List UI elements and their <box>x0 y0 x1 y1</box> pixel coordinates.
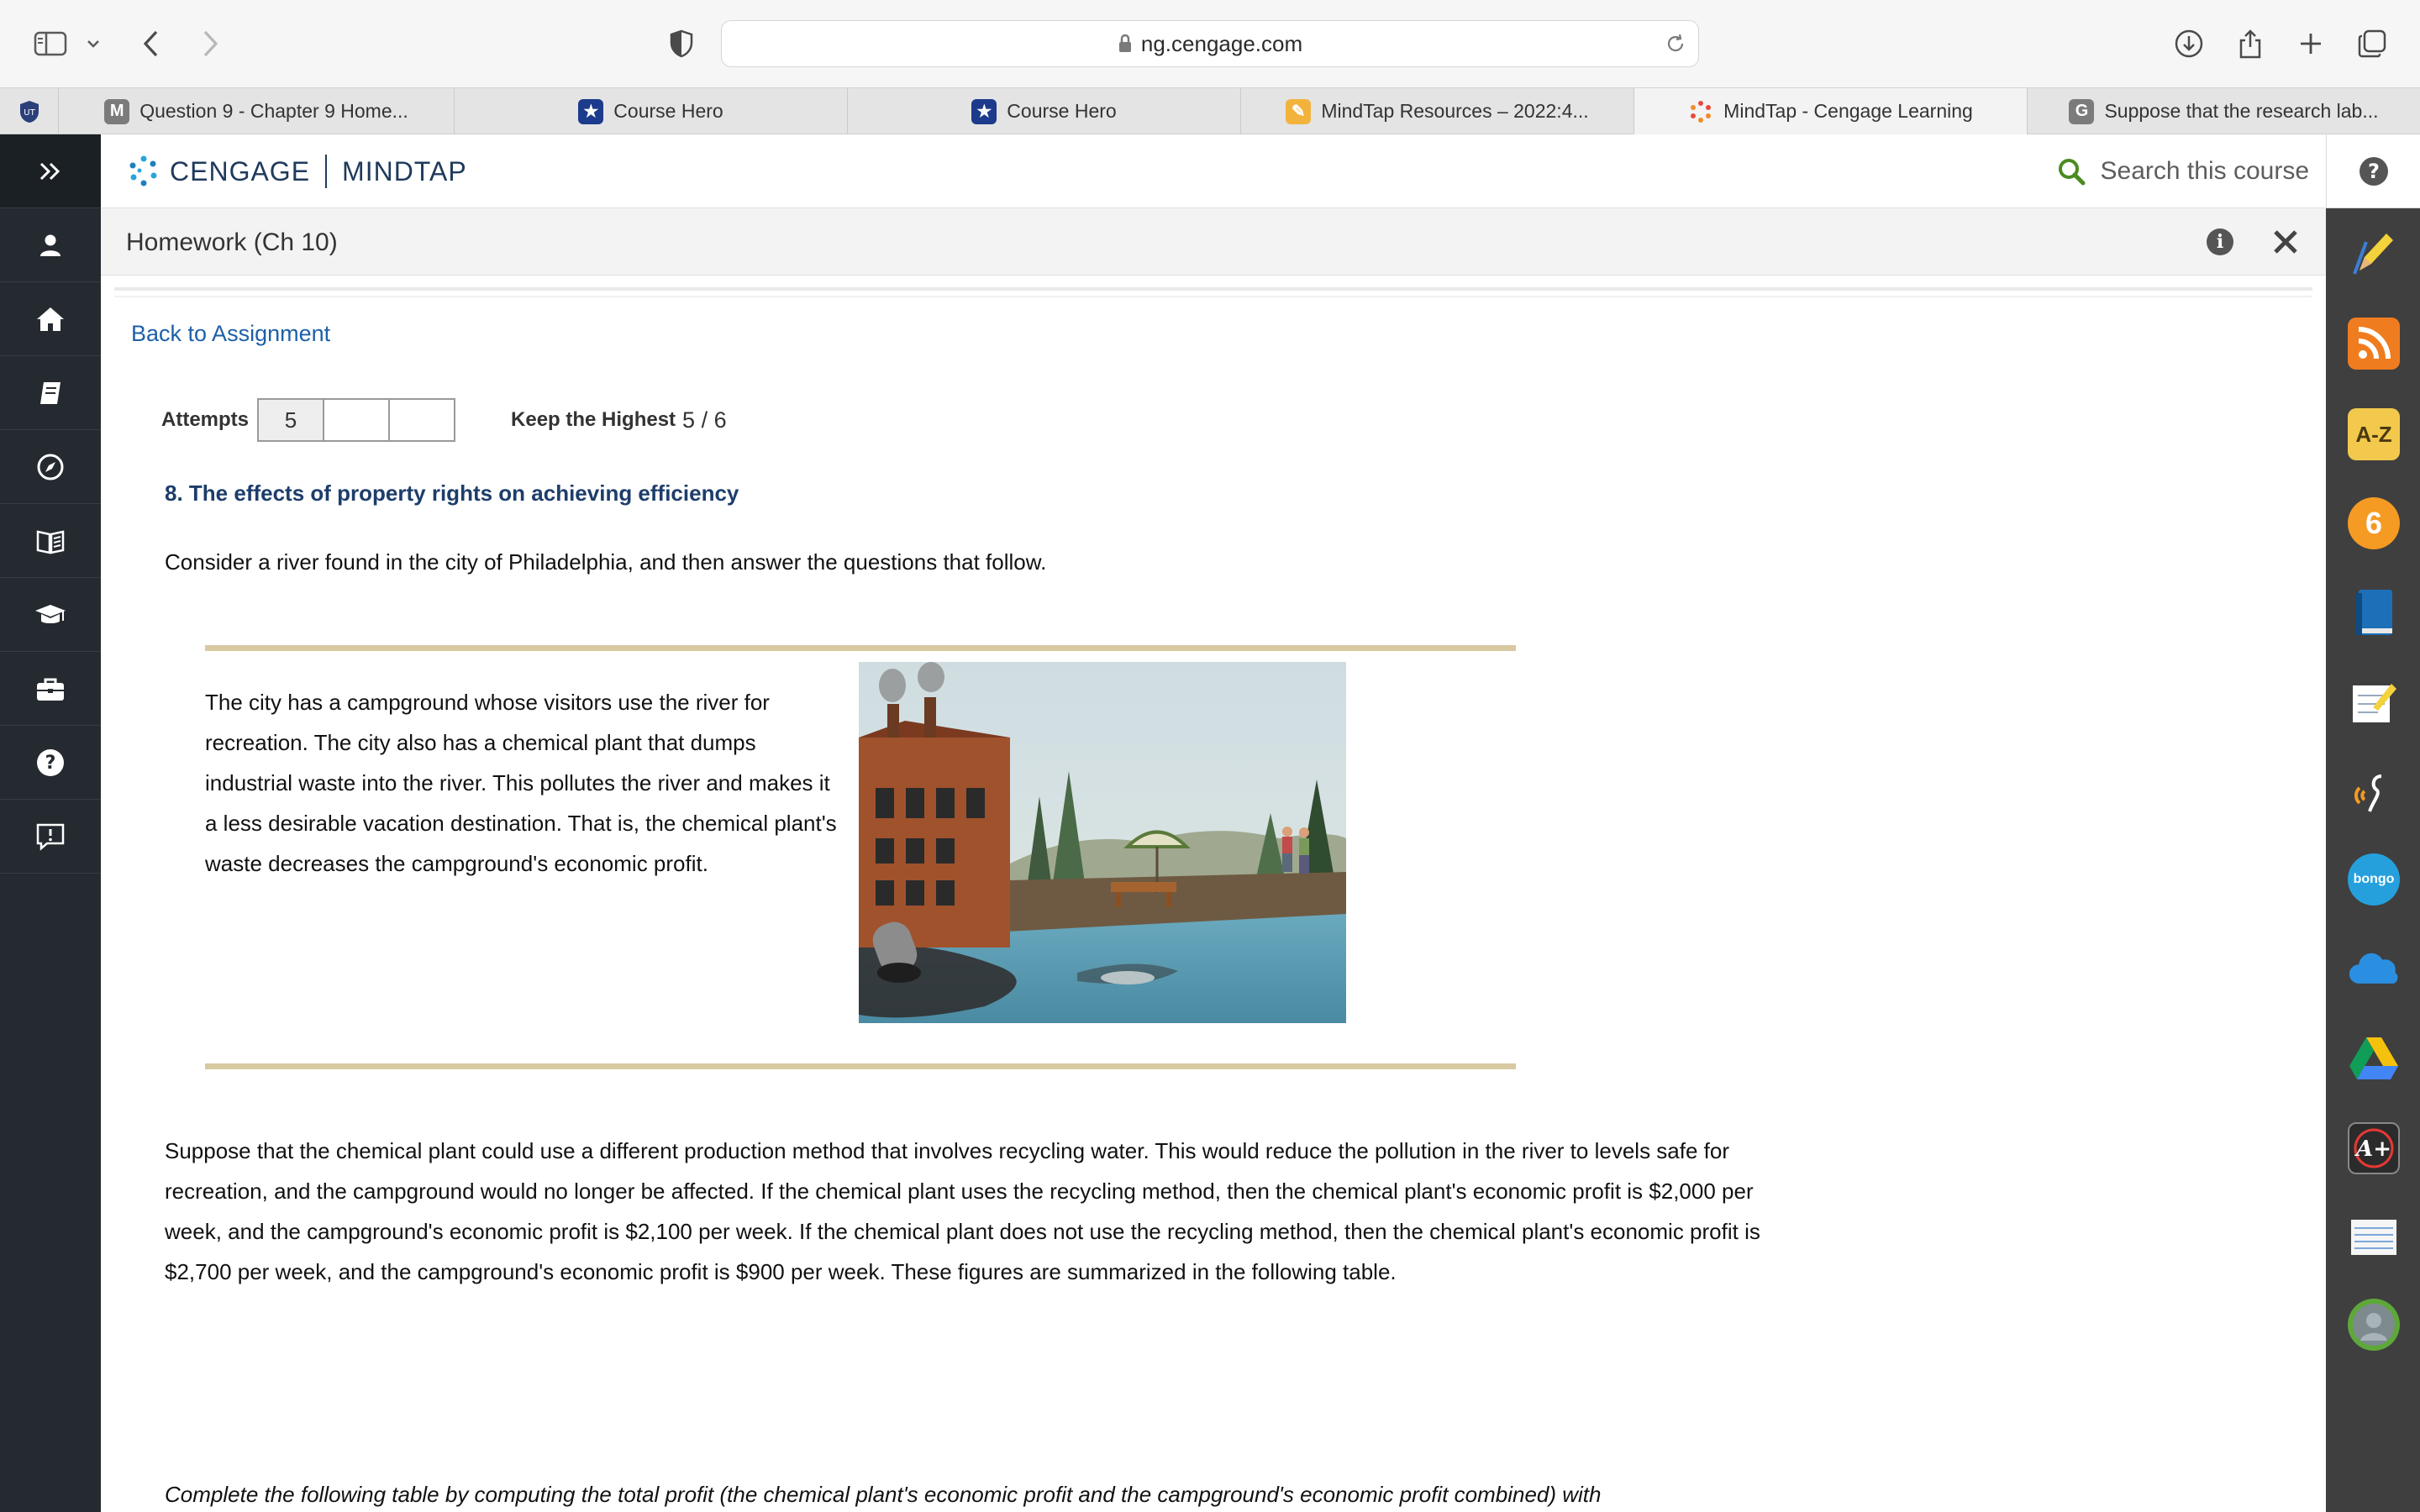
readspeaker-app-icon[interactable] <box>2348 768 2400 820</box>
tab-question-9[interactable] <box>59 88 455 134</box>
lock-icon <box>1118 34 1133 54</box>
address-bar[interactable] <box>721 20 1699 67</box>
home-icon <box>35 306 66 333</box>
rss-app-icon[interactable] <box>2348 318 2400 370</box>
svg-text:UT: UT <box>23 108 35 118</box>
search-icon <box>2057 157 2086 186</box>
tab-favicon: G <box>2069 99 2094 124</box>
tab-bar <box>0 87 2420 134</box>
tab-label: Suppose that the research lab... <box>2104 100 2379 122</box>
pinned-shield-icon <box>17 99 42 124</box>
question-title: 8. The effects of property rights on achieving efficiency <box>165 480 739 506</box>
pencil-app-icon[interactable] <box>2348 227 2400 279</box>
activity-title: Homework (Ch 10) <box>126 228 338 256</box>
info-icon[interactable]: i <box>2207 228 2233 255</box>
app-header <box>101 134 2326 208</box>
course-hero-star-icon: ★ <box>971 99 997 124</box>
keep-highest-label: Keep the Highest <box>511 408 676 431</box>
attempts-row <box>161 398 727 442</box>
tab-suppose-research[interactable] <box>2028 88 2420 134</box>
nav-help[interactable] <box>0 726 101 800</box>
bongo-app-icon[interactable]: bongo <box>2348 853 2400 906</box>
scenario-top-rule <box>205 645 1516 651</box>
cengage-mindtap-logo[interactable] <box>126 151 467 192</box>
brand-cengage: CENGAGE <box>170 155 311 186</box>
sidebar-toggle-icon[interactable] <box>32 24 69 64</box>
profile-app-icon[interactable] <box>2348 1299 2400 1351</box>
scenario-text: The city has a campground whose visitors use the river for recreation. The city also has a chemical plant that dumps industrial waste into the river. This pollutes the river and makes it a less desirable vacation destination. That is, the chemical plant's waste decreases the campground's economic profit. <box>205 690 837 876</box>
nav-home[interactable] <box>0 282 101 356</box>
nav-feedback[interactable] <box>0 800 101 874</box>
pencil-favicon-icon: ✎ <box>1286 99 1311 124</box>
course-search[interactable] <box>2057 150 2309 193</box>
divider <box>114 287 2312 291</box>
activity-content <box>101 276 2326 1512</box>
tab-favicon: M <box>104 99 129 124</box>
river-pollution-illustration <box>859 662 1346 1023</box>
scenario-details-paragraph: Suppose that the chemical plant could use a different production method that involves recycling water. This would reduce the pollution in the river to levels safe for recreation, and the campground would no longer be affected. If the chemical plant uses the recycling method, then the chemical plant's economic profit is $2,000 per week, and the campground's economic profit is $2,100 per week. If the chemical plant does not use the recycling method, then the chemical plant's economic profit is $2,700 per week, and the campground's economic profit is $900 per week. These figures are summarized in the following table. <box>165 1138 1760 1284</box>
tab-mindtap-cengage[interactable] <box>1634 88 2028 134</box>
forward-icon[interactable] <box>193 24 227 64</box>
back-to-assignment-link[interactable]: Back to Assignment <box>131 321 331 346</box>
nav-explore[interactable] <box>0 430 101 504</box>
nav-courses[interactable] <box>0 578 101 652</box>
help-circle-icon <box>2358 155 2390 187</box>
download-icon[interactable] <box>2171 24 2207 64</box>
book-icon <box>35 528 66 554</box>
attempts-label: Attempts <box>161 408 250 431</box>
aplus-app-icon[interactable] <box>2348 1122 2400 1174</box>
ebook-app-icon[interactable] <box>2348 586 2400 638</box>
browser-toolbar <box>0 0 2420 87</box>
notes-app-icon[interactable] <box>2348 677 2400 729</box>
google-drive-app-icon[interactable] <box>2348 1033 2400 1085</box>
tab-overview-icon[interactable] <box>2354 24 2390 64</box>
pinned-tab[interactable] <box>0 88 59 134</box>
feedback-icon <box>35 822 66 851</box>
expand-nav-button[interactable] <box>0 134 101 208</box>
url-text: ng.cengage.com <box>1140 30 1303 56</box>
tab-course-hero-1[interactable] <box>455 88 848 134</box>
search-placeholder: Search this course <box>2100 157 2309 185</box>
svg-text:?: ? <box>45 752 56 774</box>
brand-mindtap: MINDTAP <box>342 155 467 186</box>
tab-label: MindTap Resources – 2022:4... <box>1321 100 1589 122</box>
tab-course-hero-2[interactable] <box>848 88 1241 134</box>
tab-label: Course Hero <box>1007 100 1117 122</box>
nav-career[interactable] <box>0 652 101 726</box>
notebook-icon <box>37 380 64 407</box>
reload-icon[interactable] <box>1665 33 1686 55</box>
tab-label: MindTap - Cengage Learning <box>1723 100 1973 122</box>
tab-label: Course Hero <box>613 100 723 122</box>
svg-text:?: ? <box>2367 159 2380 183</box>
attempt-box <box>388 398 455 442</box>
chevron-down-icon[interactable] <box>82 24 104 64</box>
new-tab-icon[interactable] <box>2294 24 2328 64</box>
tab-label: Question 9 - Chapter 9 Home... <box>139 100 408 122</box>
left-navigation <box>0 134 101 1512</box>
question-intro: Consider a river found in the city of Philadelphia, and then answer the questions that follow. <box>165 549 1047 575</box>
user-icon <box>38 233 63 258</box>
share-icon[interactable] <box>2233 24 2267 64</box>
dictionary-app-icon[interactable]: A-Z <box>2348 408 2400 460</box>
double-chevron-right-icon <box>38 161 63 181</box>
tab-mindtap-resources[interactable] <box>1241 88 1634 134</box>
back-icon[interactable] <box>134 24 168 64</box>
table-instructions: Complete the following table by computing the total profit (the chemical plant's economic profit and the campground's economic profit combined) with <box>165 1482 1602 1507</box>
compass-icon <box>36 453 65 481</box>
briefcase-icon <box>35 675 66 702</box>
shield-icon[interactable] <box>666 24 697 64</box>
six-app-icon[interactable]: 6 <box>2348 497 2400 549</box>
help-icon <box>35 748 66 778</box>
onedrive-app-icon[interactable] <box>2348 942 2400 995</box>
divider <box>114 296 2312 297</box>
nav-profile[interactable] <box>0 208 101 282</box>
app-dock <box>2326 134 2420 1512</box>
nav-ebook[interactable] <box>0 504 101 578</box>
brand-separator <box>325 155 327 188</box>
attempt-box: 5 <box>257 398 324 442</box>
cengage-favicon-icon <box>1688 99 1713 124</box>
scenario-bottom-rule <box>205 1063 1516 1069</box>
help-button[interactable] <box>2326 134 2420 208</box>
course-hero-star-icon: ★ <box>578 99 603 124</box>
score-value: 5 / 6 <box>682 407 727 433</box>
graduation-cap-icon <box>34 602 67 627</box>
notepad-app-icon[interactable] <box>2348 1211 2400 1263</box>
cengage-logo-icon <box>126 154 161 189</box>
activity-bar <box>101 208 2326 276</box>
svg-text:A+: A+ <box>2356 1137 2391 1162</box>
close-icon[interactable] <box>2265 222 2306 262</box>
attempt-box <box>323 398 390 442</box>
nav-notebook[interactable] <box>0 356 101 430</box>
